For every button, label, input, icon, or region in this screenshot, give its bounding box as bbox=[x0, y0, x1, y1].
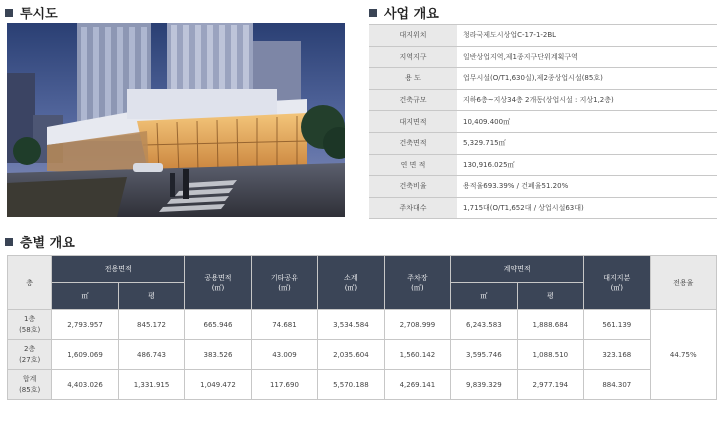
overview-row bbox=[369, 89, 717, 111]
floors-title-text: 층별 개요 bbox=[20, 236, 75, 251]
header-row bbox=[8, 256, 717, 283]
section-bullet-icon bbox=[369, 9, 377, 17]
contract-area-header: 계약면적 bbox=[451, 256, 584, 283]
row-units: (85호) bbox=[19, 385, 41, 394]
section-bullet-icon bbox=[5, 238, 13, 246]
exclusive-m2-header: ㎡ bbox=[52, 283, 118, 310]
parking-unit: (㎡) bbox=[411, 283, 424, 292]
table-cell: 1,049.472 bbox=[185, 370, 251, 400]
perspective-section-title bbox=[5, 3, 58, 22]
subtotal-unit: (㎡) bbox=[344, 283, 358, 292]
row-header bbox=[8, 340, 52, 370]
other-shared-label: 기타공유 bbox=[270, 273, 298, 282]
row-name: 2층 bbox=[24, 344, 36, 353]
overview-value: 5,329.715㎡ bbox=[457, 132, 717, 154]
floor-header: 층 bbox=[8, 256, 52, 310]
subtotal-header bbox=[318, 256, 384, 310]
contract-m2-header: ㎡ bbox=[451, 283, 517, 310]
row-name: 1층 bbox=[24, 314, 36, 323]
table-cell: 884.307 bbox=[584, 370, 650, 400]
table-cell: 2,035.604 bbox=[318, 340, 384, 370]
contract-py-header: 평 bbox=[517, 283, 583, 310]
table-cell: 4,269.141 bbox=[384, 370, 450, 400]
table-cell: 323.168 bbox=[584, 340, 650, 370]
table-cell: 3,534.584 bbox=[318, 310, 384, 340]
building-rendering-image bbox=[7, 23, 345, 217]
overview-row bbox=[369, 46, 717, 68]
overview-value: 10,409.400㎡ bbox=[457, 111, 717, 133]
land-share-label: 대지지분 bbox=[603, 273, 631, 282]
table-cell: 43.009 bbox=[251, 340, 317, 370]
overview-row bbox=[369, 25, 717, 47]
table-cell: 2,977.194 bbox=[517, 370, 583, 400]
subtotal-label: 소계 bbox=[344, 273, 358, 282]
floor-overview-table bbox=[7, 255, 717, 400]
overview-label: 용 도 bbox=[369, 68, 457, 90]
common-area-header bbox=[185, 256, 251, 310]
overview-label: 주차대수 bbox=[369, 197, 457, 219]
overview-row bbox=[369, 154, 717, 176]
exclusive-area-header: 전용면적 bbox=[52, 256, 185, 283]
overview-value: 용적율693.39% / 건폐율51.20% bbox=[457, 176, 717, 198]
table-cell: 2,793.957 bbox=[52, 310, 118, 340]
overview-row bbox=[369, 197, 717, 219]
land-share-unit: (㎡) bbox=[610, 283, 624, 292]
table-cell: 1,888.684 bbox=[517, 310, 583, 340]
table-cell: 845.172 bbox=[118, 310, 184, 340]
row-units: (58호) bbox=[19, 325, 41, 334]
overview-value: 1,715대(O/T1,652대 / 상업시설63대) bbox=[457, 197, 717, 219]
overview-row bbox=[369, 176, 717, 198]
overview-value: 130,916.025㎡ bbox=[457, 154, 717, 176]
overview-label: 연 면 적 bbox=[369, 154, 457, 176]
row-header bbox=[8, 310, 52, 340]
overview-row bbox=[369, 68, 717, 90]
row-name: 합계 bbox=[22, 374, 37, 383]
table-row bbox=[8, 310, 717, 340]
overview-title-text: 사업 개요 bbox=[384, 7, 439, 22]
overview-value: 지하6층~지상34층 2개동(상업시설 : 지상1,2층) bbox=[457, 89, 717, 111]
table-cell: 383.526 bbox=[185, 340, 251, 370]
overview-label: 건축비율 bbox=[369, 176, 457, 198]
land-share-header bbox=[584, 256, 650, 310]
common-area-unit: (㎡) bbox=[211, 283, 225, 292]
table-cell: 4,403.026 bbox=[52, 370, 118, 400]
overview-value: 일반상업지역,제1종지구단위계획구역 bbox=[457, 46, 717, 68]
project-overview-table bbox=[369, 24, 717, 219]
table-cell: 486.743 bbox=[118, 340, 184, 370]
table-cell: 1,609.069 bbox=[52, 340, 118, 370]
floors-section-title bbox=[5, 232, 75, 251]
exclusive-ratio-header: 전용율 bbox=[650, 256, 716, 310]
overview-section-title bbox=[369, 3, 439, 22]
overview-label: 대지면적 bbox=[369, 111, 457, 133]
overview-label: 지역지구 bbox=[369, 46, 457, 68]
overview-label: 건축면적 bbox=[369, 132, 457, 154]
table-row bbox=[8, 370, 717, 400]
overview-value: 청라국제도시상업C-17-1-2BL bbox=[457, 25, 717, 47]
overview-label: 건축규모 bbox=[369, 89, 457, 111]
table-cell: 5,570.188 bbox=[318, 370, 384, 400]
exclusive-py-header: 평 bbox=[118, 283, 184, 310]
table-cell: 9,839.329 bbox=[451, 370, 517, 400]
other-shared-header bbox=[251, 256, 317, 310]
common-area-label: 공용면적 bbox=[204, 273, 232, 282]
perspective-title-text: 투시도 bbox=[20, 7, 58, 22]
overview-value: 업무시설(O/T1,630실),제2종상업시설(85호) bbox=[457, 68, 717, 90]
overview-row bbox=[369, 111, 717, 133]
row-units: (27호) bbox=[19, 355, 41, 364]
table-cell: 2,708.999 bbox=[384, 310, 450, 340]
table-cell: 74.681 bbox=[251, 310, 317, 340]
parking-header bbox=[384, 256, 450, 310]
overview-row bbox=[369, 132, 717, 154]
other-shared-unit: (㎡) bbox=[278, 283, 291, 292]
table-cell: 3,595.746 bbox=[451, 340, 517, 370]
parking-label: 주차장 bbox=[407, 273, 428, 282]
table-row bbox=[8, 340, 717, 370]
section-bullet-icon bbox=[5, 9, 13, 17]
table-cell: 6,243.583 bbox=[451, 310, 517, 340]
table-cell: 561.139 bbox=[584, 310, 650, 340]
overview-label: 대지위치 bbox=[369, 25, 457, 47]
table-cell: 1,088.510 bbox=[517, 340, 583, 370]
row-header bbox=[8, 370, 52, 400]
table-cell: 1,331.915 bbox=[118, 370, 184, 400]
table-cell: 117.690 bbox=[251, 370, 317, 400]
table-cell: 665.946 bbox=[185, 310, 251, 340]
table-cell: 1,560.142 bbox=[384, 340, 450, 370]
exclusive-ratio-cell: 44.75% bbox=[650, 310, 716, 400]
